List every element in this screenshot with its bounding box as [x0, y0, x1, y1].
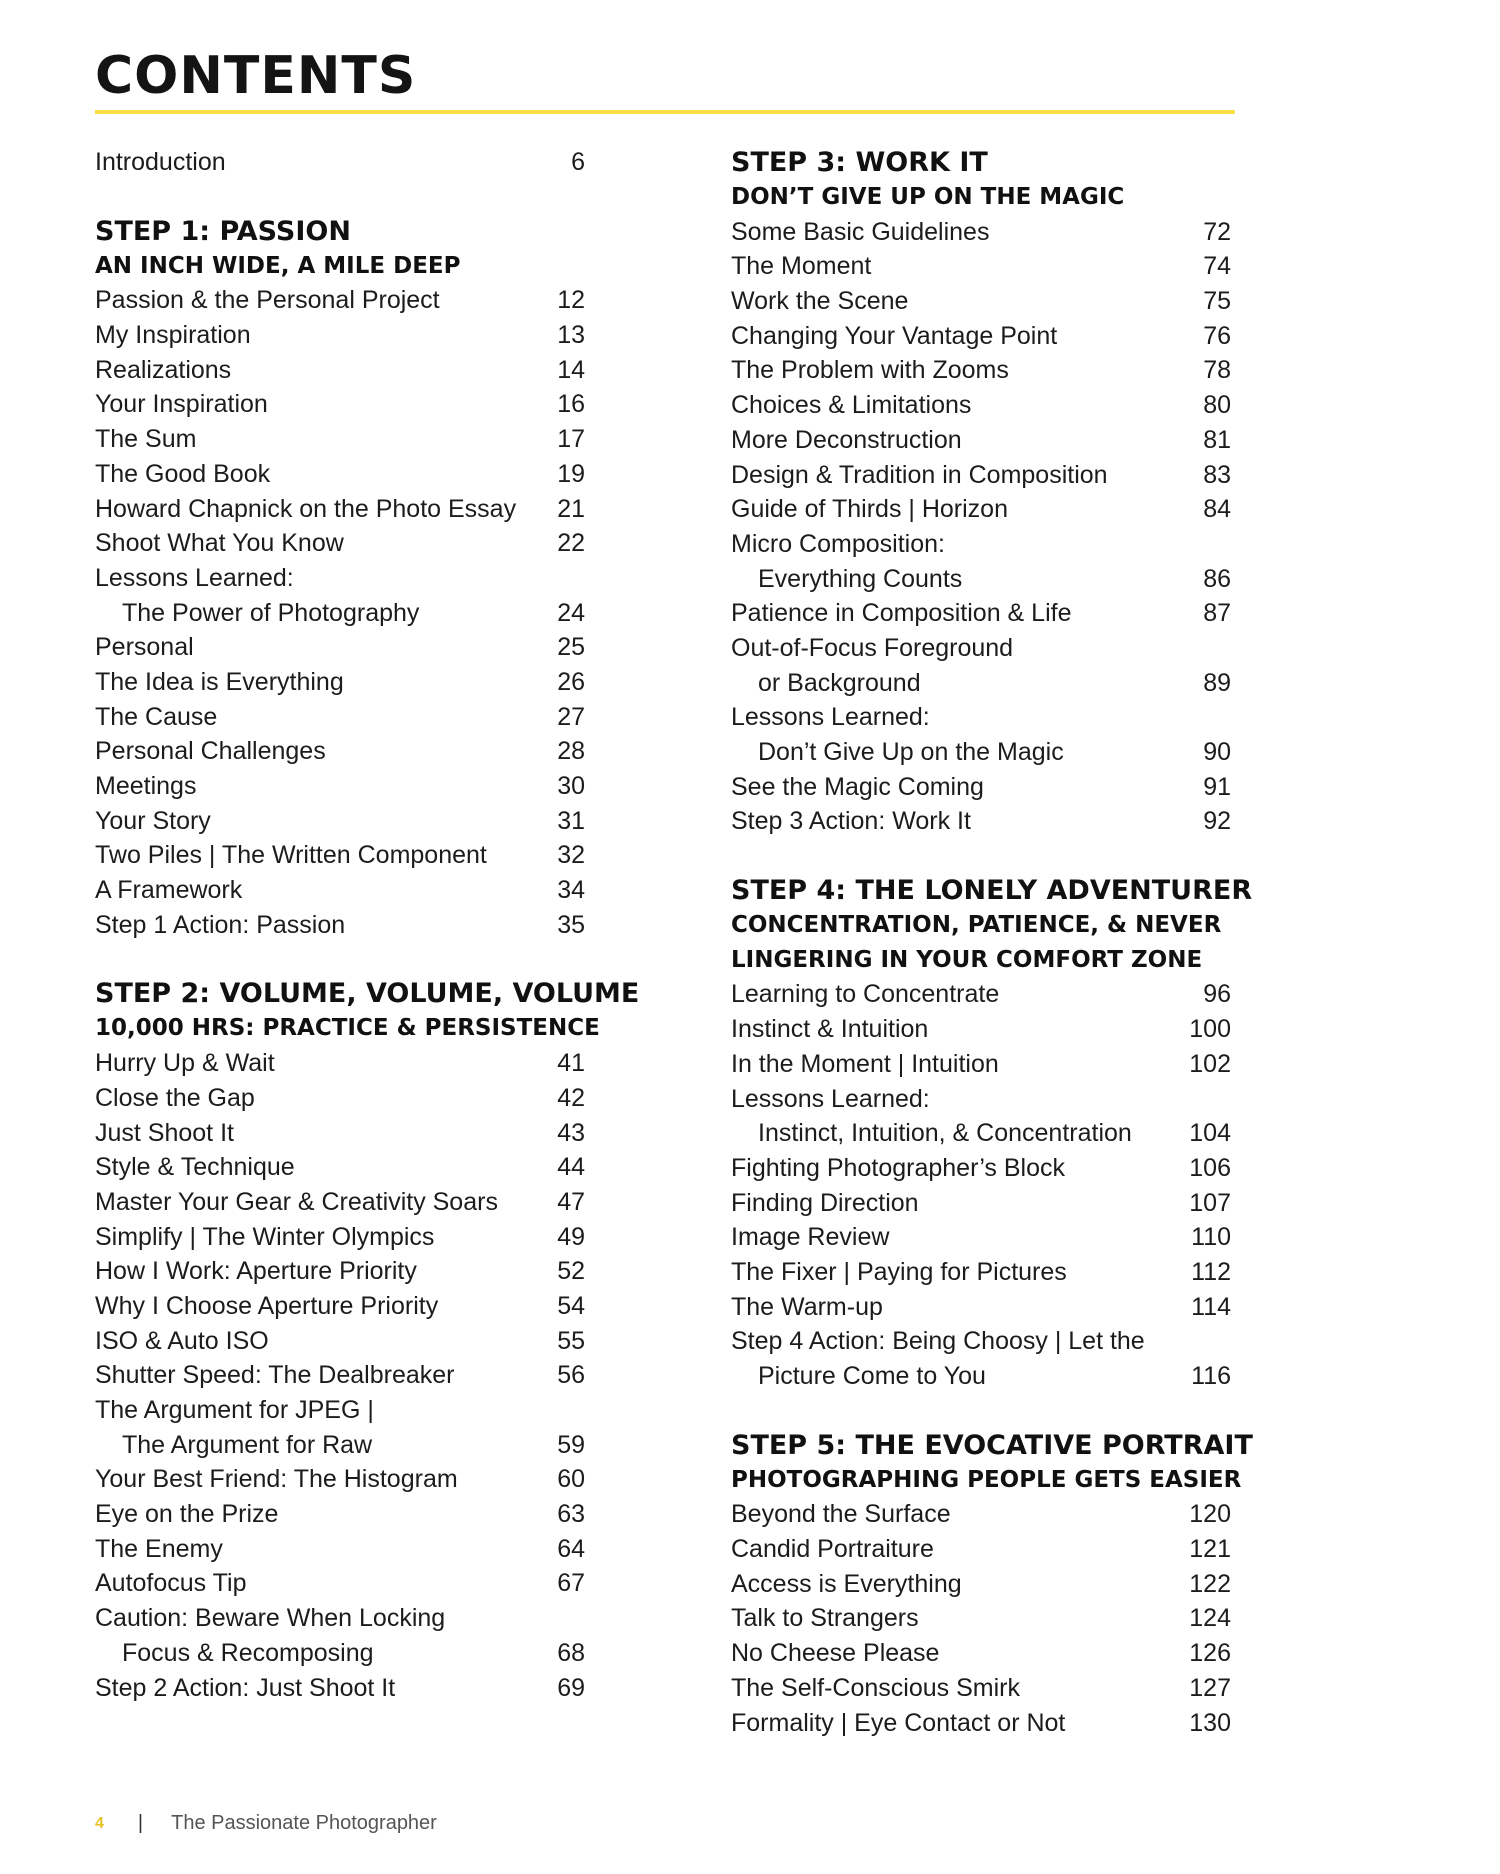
toc-entry-page: 114 [1191, 1292, 1231, 1321]
toc-entry[interactable] [731, 284, 1231, 319]
toc-entry-title: Shutter Speed: The Dealbreaker [95, 1361, 455, 1390]
toc-entry-page: 25 [557, 633, 585, 662]
toc-entry[interactable] [95, 1046, 585, 1081]
toc-entry[interactable] [95, 318, 585, 353]
toc-entry-page: 102 [1189, 1049, 1231, 1078]
toc-entry-title: Personal [95, 633, 194, 662]
toc-entry-title: Fighting Photographer’s Block [731, 1153, 1065, 1182]
section-subheading: DON’T GIVE UP ON THE MAGIC [731, 184, 1125, 210]
section-subheading: 10,000 HRS: PRACTICE & PERSISTENCE [95, 1015, 600, 1042]
section-subheading: CONCENTRATION, PATIENCE, & NEVER [731, 912, 1222, 939]
toc-entry[interactable] [95, 353, 585, 388]
toc-entry-page: 31 [557, 806, 585, 835]
toc-entry-page: 24 [557, 598, 585, 627]
toc-entry-title: See the Magic Coming [731, 772, 984, 801]
toc-entry-page: 86 [1203, 564, 1231, 593]
toc-entry-title: The Cause [95, 702, 218, 731]
toc-entry-title: No Cheese Please [731, 1639, 940, 1668]
toc-entry[interactable] [731, 353, 1231, 388]
toc-entry-title: Step 4 Action: Being Choosy | Let the [731, 1327, 1145, 1356]
toc-entry[interactable] [731, 666, 1231, 701]
toc-entry[interactable] [731, 770, 1231, 805]
toc-entry[interactable] [95, 804, 585, 839]
toc-entry-page: 14 [557, 355, 585, 384]
toc-entry[interactable] [731, 1290, 1231, 1325]
toc-entry-title: Candid Portraiture [731, 1535, 934, 1564]
toc-entry[interactable] [731, 735, 1231, 770]
toc-entry[interactable] [95, 1601, 585, 1636]
section-subheading: PHOTOGRAPHING PEOPLE GETS EASIER [731, 1466, 1242, 1493]
toc-entry-title: The Problem with Zooms [731, 356, 1009, 385]
toc-entry-page: 22 [557, 529, 585, 558]
toc-entry[interactable] [95, 422, 585, 457]
toc-entry[interactable] [731, 527, 1231, 562]
toc-entry[interactable] [95, 457, 585, 492]
toc-entry[interactable] [731, 1601, 1231, 1636]
toc-entry-title: ISO & Auto ISO [95, 1326, 269, 1355]
toc-entry-title: A Framework [95, 876, 243, 905]
toc-entry-title: Step 3 Action: Work It [731, 807, 971, 836]
section-heading: STEP 1: PASSION [95, 215, 351, 247]
toc-entry-title: Step 1 Action: Passion [95, 910, 346, 939]
toc-entry-title: Instinct, Intuition, & Concentration [758, 1119, 1132, 1148]
toc-entry[interactable] [95, 1081, 585, 1116]
toc-entry-title: Close the Gap [95, 1083, 255, 1112]
section-gap [731, 1394, 1231, 1428]
section-gap [731, 839, 1231, 873]
toc-entry-page: 52 [557, 1257, 585, 1286]
toc-left-column [95, 145, 640, 1705]
toc-entry[interactable] [95, 1497, 585, 1532]
toc-entry-title: Work the Scene [731, 287, 909, 316]
toc-entry-title: Meetings [95, 772, 197, 800]
toc-entry-page: 83 [1203, 460, 1231, 489]
toc-entry-title: Your Story [95, 806, 211, 835]
toc-entry-page: 74 [1203, 252, 1231, 281]
toc-entry-page: 90 [1203, 738, 1231, 766]
toc-right-column [731, 145, 1253, 1740]
toc-entry[interactable] [95, 665, 585, 700]
toc-entry[interactable] [731, 423, 1231, 458]
toc-entry[interactable] [731, 1497, 1231, 1532]
toc-entry-page: 107 [1189, 1188, 1231, 1217]
toc-entry-page: 84 [1203, 495, 1231, 524]
toc-entry[interactable] [95, 526, 585, 561]
toc-entry[interactable] [95, 873, 585, 908]
toc-entry-page: 67 [557, 1569, 585, 1598]
toc-entry-title: The Moment [731, 252, 872, 281]
toc-entry[interactable] [731, 562, 1231, 597]
toc-entry[interactable] [731, 492, 1231, 527]
toc-entry-page: 12 [557, 286, 585, 315]
toc-entry-page: 120 [1189, 1500, 1231, 1529]
toc-entry-title: Lessons Learned: [731, 1084, 930, 1113]
toc-entry-page: 21 [557, 494, 585, 523]
toc-entry-title: Picture Come to You [758, 1362, 986, 1390]
toc-entry[interactable] [95, 630, 585, 665]
toc-entry[interactable] [731, 1359, 1231, 1394]
toc-entry-page: 75 [1203, 287, 1231, 316]
toc-entry-title: Caution: Beware When Locking [95, 1604, 446, 1633]
toc-entry-page: 30 [557, 772, 585, 800]
toc-entry[interactable] [731, 631, 1231, 666]
footer-separator: | [137, 1812, 144, 1834]
toc-entry-title: Two Piles | The Written Component [95, 841, 487, 870]
toc-entry-title: Changing Your Vantage Point [731, 321, 1058, 350]
toc-entry-page: 49 [557, 1222, 585, 1251]
page-title: CONTENTS [95, 46, 417, 106]
toc-entry-page: 112 [1191, 1257, 1231, 1286]
toc-entry-title: More Deconstruction [731, 425, 962, 454]
toc-entry[interactable] [731, 1220, 1231, 1255]
toc-entry-page: 72 [1203, 217, 1231, 246]
toc-entry[interactable] [731, 1706, 1231, 1741]
toc-entry-page: 69 [557, 1673, 585, 1702]
toc-entry-title: Out-of-Focus Foreground [731, 633, 1014, 662]
toc-entry-page: 54 [557, 1291, 585, 1320]
toc-entry[interactable] [95, 1150, 585, 1185]
toc-entry[interactable] [95, 145, 585, 180]
toc-entry-page: 100 [1189, 1015, 1231, 1044]
toc-entry[interactable] [95, 1671, 585, 1706]
toc-entry-page: 89 [1203, 668, 1231, 697]
toc-entry-title: Master Your Gear & Creativity Soars [95, 1187, 498, 1216]
toc-entry-title: Hurry Up & Wait [95, 1049, 275, 1078]
section-heading: STEP 3: WORK IT [731, 147, 988, 178]
toc-entry[interactable] [95, 769, 585, 804]
toc-entry-title: Design & Tradition in Composition [731, 460, 1108, 489]
toc-entry-title: Image Review [731, 1223, 890, 1252]
toc-entry[interactable] [731, 804, 1231, 839]
toc-entry-title: Realizations [95, 355, 232, 384]
toc-entry[interactable] [95, 1254, 585, 1289]
toc-entry-title: Introduction [95, 148, 226, 176]
toc-entry[interactable] [731, 458, 1231, 493]
toc-entry[interactable] [95, 838, 585, 873]
toc-entry-page: 126 [1189, 1639, 1231, 1668]
toc-entry-title: The Self-Conscious Smirk [731, 1673, 1020, 1702]
toc-entry[interactable] [731, 1186, 1231, 1221]
toc-entry-page: 41 [557, 1049, 585, 1078]
toc-entry[interactable] [731, 1324, 1231, 1359]
toc-entry[interactable] [95, 1324, 585, 1359]
toc-entry[interactable] [731, 977, 1231, 1012]
toc-entry-page: 6 [571, 148, 585, 176]
toc-entry[interactable] [731, 215, 1231, 250]
toc-entry-title: The Good Book [95, 459, 271, 488]
toc-entry-title: The Argument for JPEG | [95, 1396, 374, 1424]
toc-entry[interactable] [95, 561, 585, 596]
toc-entry-page: 60 [557, 1465, 585, 1494]
toc-entry-title: Finding Direction [731, 1188, 919, 1217]
toc-entry-page: 110 [1191, 1223, 1231, 1252]
section-gap [95, 180, 585, 214]
toc-entry-title: Everything Counts [758, 564, 963, 593]
toc-entry-page: 91 [1203, 772, 1231, 801]
toc-entry-page: 28 [557, 737, 585, 766]
toc-entry-title: Patience in Composition & Life [731, 599, 1072, 628]
toc-entry-page: 92 [1203, 807, 1231, 836]
toc-entry-title: The Sum [95, 425, 197, 454]
toc-entry[interactable] [95, 908, 585, 943]
toc-entry-title: Simplify | The Winter Olympics [95, 1222, 435, 1251]
toc-entry-title: Focus & Recomposing [122, 1638, 374, 1667]
toc-entry-page: 13 [557, 321, 585, 350]
toc-entry-title: or Background [758, 668, 921, 697]
toc-entry-title: Formality | Eye Contact or Not [731, 1708, 1066, 1737]
toc-entry-title: Your Best Friend: The Histogram [95, 1465, 458, 1494]
toc-entry-title: Your Inspiration [95, 390, 268, 419]
toc-entry-title: Lessons Learned: [731, 703, 930, 732]
toc-entry-title: Howard Chapnick on the Photo Essay [95, 494, 517, 523]
toc-entry-title: The Idea is Everything [95, 667, 344, 696]
toc-entry[interactable] [95, 283, 585, 318]
toc-entry-page: 27 [557, 702, 585, 731]
toc-entry[interactable] [95, 1289, 585, 1324]
toc-entry-title: The Argument for Raw [122, 1430, 373, 1459]
toc-entry-page: 44 [557, 1153, 585, 1182]
toc-entry-page: 16 [557, 390, 585, 419]
toc-entry-title: Lessons Learned: [95, 563, 294, 592]
toc-entry-page: 130 [1189, 1708, 1231, 1737]
toc-entry[interactable] [731, 1567, 1231, 1602]
toc-entry[interactable] [731, 1047, 1231, 1082]
toc-entry[interactable] [95, 1358, 585, 1393]
toc-entry[interactable] [731, 1012, 1231, 1047]
section-subheading: LINGERING IN YOUR COMFORT ZONE [731, 946, 1203, 973]
toc-entry-page: 127 [1189, 1673, 1231, 1702]
toc-entry-title: How I Work: Aperture Priority [95, 1257, 417, 1286]
toc-entry-page: 26 [557, 667, 585, 696]
toc-entry-title: Shoot What You Know [95, 529, 344, 558]
toc-entry[interactable] [731, 319, 1231, 354]
toc-entry-title: In the Moment | Intuition [731, 1049, 999, 1078]
toc-entry-page: 63 [557, 1500, 585, 1529]
toc-entry-page: 64 [557, 1534, 585, 1563]
toc-entry[interactable] [95, 492, 585, 527]
toc-entry-title: My Inspiration [95, 321, 251, 350]
toc-entry[interactable] [95, 1220, 585, 1255]
toc-entry-page: 17 [557, 425, 585, 454]
toc-entry[interactable] [95, 1185, 585, 1220]
section-heading: STEP 5: THE EVOCATIVE PORTRAIT [731, 1429, 1253, 1461]
toc-entry[interactable] [731, 1116, 1231, 1151]
toc-entry-title: Step 2 Action: Just Shoot It [95, 1673, 396, 1702]
toc-entry-title: Beyond the Surface [731, 1500, 951, 1529]
toc-entry-title: Some Basic Guidelines [731, 217, 990, 246]
toc-entry[interactable] [95, 1116, 585, 1151]
section-heading: STEP 4: THE LONELY ADVENTURER [731, 875, 1253, 907]
toc-entry-page: 43 [557, 1118, 585, 1147]
section-gap [95, 942, 585, 976]
toc-entry[interactable] [731, 596, 1231, 631]
toc-entry[interactable] [95, 700, 585, 735]
toc-entry[interactable] [95, 1636, 585, 1671]
toc-entry[interactable] [731, 1151, 1231, 1186]
toc-entry[interactable] [95, 596, 585, 631]
section-heading: STEP 2: VOLUME, VOLUME, VOLUME [95, 978, 640, 1010]
toc-entry-page: 106 [1189, 1153, 1231, 1182]
toc-entry-title: Eye on the Prize [95, 1500, 279, 1529]
toc-entry-title: Personal Challenges [95, 737, 326, 766]
toc-entry-title: Why I Choose Aperture Priority [95, 1291, 439, 1320]
toc-entry-page: 56 [557, 1361, 585, 1390]
toc-entry-title: Learning to Concentrate [731, 980, 1000, 1009]
toc-entry-page: 116 [1191, 1362, 1231, 1390]
toc-entry[interactable] [731, 249, 1231, 284]
toc-entry-page: 78 [1203, 356, 1231, 385]
toc-entry-page: 87 [1203, 599, 1231, 628]
toc-entry[interactable] [95, 1428, 585, 1463]
toc-entry-page: 81 [1203, 425, 1231, 454]
toc-entry[interactable] [731, 1671, 1231, 1706]
toc-entry-page: 47 [557, 1187, 585, 1216]
toc-entry-page: 104 [1189, 1119, 1231, 1148]
toc-entry[interactable] [95, 734, 585, 769]
toc-entry[interactable] [731, 1255, 1231, 1290]
toc-entry-title: Just Shoot It [95, 1118, 234, 1147]
toc-entry-page: 32 [557, 841, 585, 870]
toc-entry-page: 68 [557, 1638, 585, 1667]
toc-entry[interactable] [731, 1082, 1231, 1117]
toc-entry-title: Instinct & Intuition [731, 1015, 929, 1044]
toc-entry-title: Don’t Give Up on the Magic [758, 738, 1064, 766]
page-footer [95, 1812, 437, 1835]
toc-entry-title: Autofocus Tip [95, 1569, 247, 1598]
toc-entry-title: Choices & Limitations [731, 391, 972, 420]
toc-entry-title: Passion & the Personal Project [95, 286, 440, 315]
toc-entry-page: 34 [557, 876, 585, 905]
toc-entry[interactable] [95, 1462, 585, 1497]
toc-entry-page: 55 [557, 1326, 585, 1355]
toc-entry[interactable] [95, 1566, 585, 1601]
toc-entry-page: 76 [1203, 321, 1231, 350]
toc-entry-title: The Power of Photography [122, 598, 420, 627]
toc-entry-title: Talk to Strangers [731, 1604, 919, 1633]
toc-entry-page: 124 [1189, 1604, 1231, 1633]
footer-page-number: 4 [95, 1814, 104, 1832]
footer-book-title: The Passionate Photographer [171, 1812, 437, 1834]
toc-entry-title: Micro Composition: [731, 529, 945, 558]
toc-entry-page: 35 [557, 910, 585, 939]
toc-entry-title: The Enemy [95, 1534, 223, 1563]
toc-entry-page: 122 [1189, 1569, 1231, 1598]
toc-entry[interactable] [731, 1532, 1231, 1567]
toc-entry[interactable] [731, 700, 1231, 735]
toc-entry-page: 96 [1203, 980, 1231, 1009]
toc-entry[interactable] [731, 388, 1231, 423]
title-underline [95, 110, 1235, 114]
toc-entry-title: The Fixer | Paying for Pictures [731, 1257, 1067, 1286]
toc-entry-title: Access is Everything [731, 1569, 962, 1598]
toc-entry[interactable] [95, 387, 585, 422]
toc-entry-page: 59 [557, 1430, 585, 1459]
toc-entry-title: The Warm-up [731, 1292, 883, 1321]
toc-entry-page: 80 [1203, 391, 1231, 420]
toc-entry-page: 42 [557, 1083, 585, 1112]
toc-entry-title: Guide of Thirds | Horizon [731, 495, 1008, 524]
toc-entry-page: 19 [557, 459, 585, 488]
toc-entry-page: 121 [1189, 1535, 1231, 1564]
toc-entry[interactable] [95, 1532, 585, 1567]
section-subheading: AN INCH WIDE, A MILE DEEP [95, 252, 461, 279]
toc-entry[interactable] [95, 1393, 585, 1428]
toc-entry-title: Style & Technique [95, 1153, 295, 1182]
toc-entry[interactable] [731, 1636, 1231, 1671]
